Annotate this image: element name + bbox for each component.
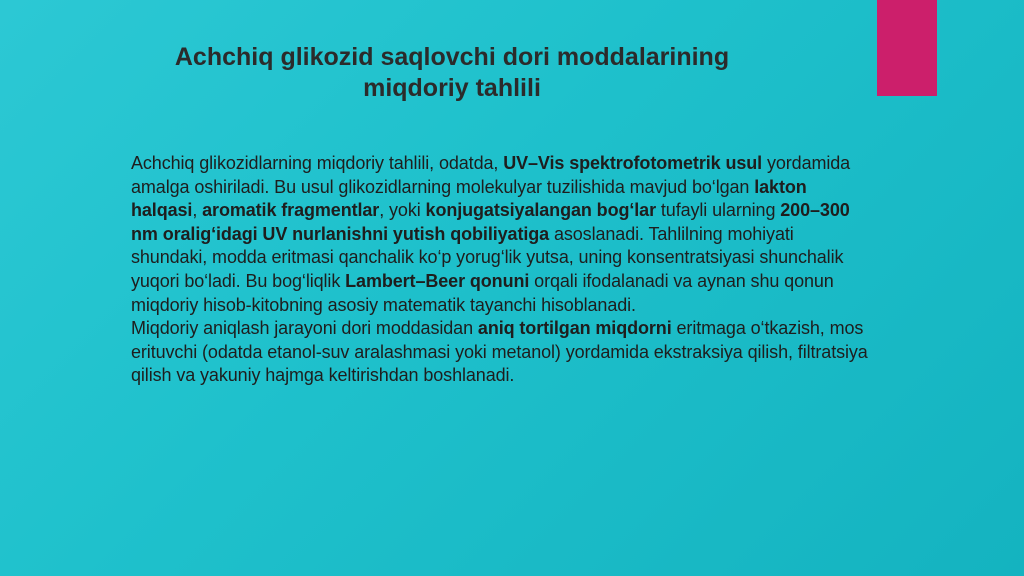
body-bold-term: Lambert–Beer qonuni: [345, 270, 530, 291]
body-bold-term: aniq tortilgan miqdorni: [477, 318, 672, 339]
slide-title: [92, 42, 812, 104]
body-bold-term: lakton halqasi: [131, 176, 807, 221]
body-bold-term: 200–300 nm oralig‘idagi UV nurlanishni yutish qobiliyatiga: [131, 200, 850, 244]
body-text-run: yordamida amalga oshiriladi. Bu usul glikozidlarning molekulyar tuzilishida mavjud bo‘lgan: [131, 153, 851, 197]
body-bold-term: UV–Vis spektrofotometrik usul: [503, 153, 763, 173]
body-text-run: eritmaga o‘tkazish, mos erituvchi (odatda etanol-suv aralashmasi yoki metanol) yordamida ekstraksiya qilish, filtratsiya qilish va yakuniy hajmga keltirishdan boshlanadi.: [131, 318, 868, 386]
body-text-run: Achchiq glikozidlarning miqdoriy tahlili, odatda,: [131, 153, 504, 173]
body-bold-term: aromatik fragmentlar: [202, 200, 380, 221]
slide-body-text: [131, 152, 871, 388]
body-text-run: , yoki: [379, 200, 426, 221]
body-text-run: Miqdoriy aniqlash jarayoni dori moddasidan: [131, 318, 478, 339]
title-line: Achchiq glikozid saqlovchi dori moddalarining: [174, 43, 730, 71]
title-line: miqdoriy tahlili: [363, 74, 541, 102]
body-text-run: asoslanadi. Tahlilning mohiyati shundaki, modda eritmasi qanchalik ko‘p yorug‘lik yutsa, uning konsentratsiyasi shunchalik yuqori bo‘ladi. Bu bog‘liqlik: [131, 223, 844, 291]
accent-bar: [877, 0, 937, 96]
body-text-run: orqali ifodalanadi va aynan shu qonun miqdoriy hisob-kitobning asosiy matematik tayanchi hisoblanadi.: [131, 270, 834, 315]
body-text-run: ,: [192, 200, 203, 221]
body-text-run: tufayli ularning: [655, 200, 781, 221]
body-bold-term: konjugatsiyalangan bog‘lar: [425, 200, 656, 221]
